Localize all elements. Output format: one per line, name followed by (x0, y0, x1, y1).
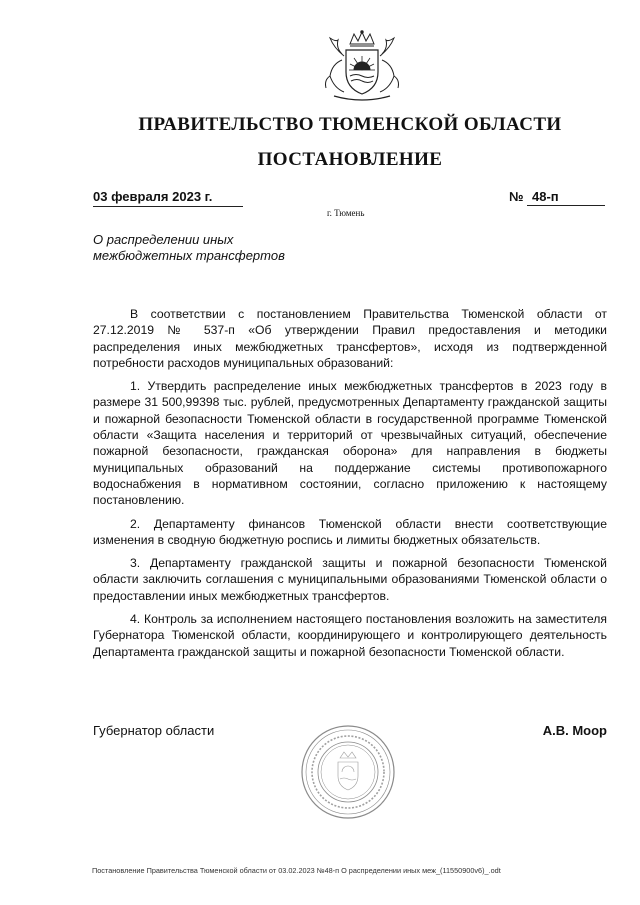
signatory-name: А.В. Моор (542, 723, 607, 738)
clause-4-paragraph: 4. Контроль за исполнением настоящего постановления возложить на заместителя Губернатора Тюменской области, координирующего и контролирующего деятельность Департамента гражданской защиты и пожарной безопасности Тюменской области. (93, 612, 607, 659)
document-subject (93, 232, 353, 264)
document-number-label: № (509, 189, 524, 204)
document-footer: Постановление Правительства Тюменской области от 03.02.2023 №48-п О распределении иных меж_(11550900v6)_.odt (92, 866, 501, 875)
clause-3-paragraph: 3. Департаменту гражданской защиты и пожарной безопасности Тюменской области заключить соглашения с муниципальными образованиями Тюменской области о предоставлении иных межбюджетных трансфертов. (93, 556, 607, 603)
clause-1-paragraph: 1. Утвердить распределение иных межбюджетных трансфертов в 2023 году в размере 31 500,99398 тыс. рублей, предусмотренных Департаменту гражданской защиты и пожарной безопасности Тюменской области в государственной программе Тюменской области «Защита населения и территорий от чрезвычайных ситуаций, обеспечение пожарной безопасности, гражданская оборона» для направления в бюджеты муниципальных образований на поддержание системы противопожарного водоснабжения в нормативном состоянии, согласно приложению к настоящему постановлению. (93, 379, 607, 508)
document-type-title: ПОСТАНОВЛЕНИЕ (257, 149, 443, 170)
document-number: 48-п (527, 189, 605, 206)
signatory-title: Губернатор области (93, 723, 215, 738)
coat-of-arms-icon (314, 30, 410, 104)
subject-line: О распределении иных (93, 232, 234, 247)
document-body (93, 306, 607, 667)
subject-line: межбюджетных трансфертов (93, 248, 285, 263)
government-title: ПРАВИТЕЛЬСТВО ТЮМЕНСКОЙ ОБЛАСТИ (138, 114, 562, 135)
document-city: г. Тюмень (327, 208, 365, 218)
preamble-paragraph: В соответствии с постановлением Правительства Тюменской области от 27.12.2019 № 537-п «Об утверждении Правил предоставления и методики распределения иных межбюджетных трансфертов», исходя из подтвержденной потребности расходов муниципальных образований: (93, 307, 607, 370)
document-date: 03 февраля 2023 г. (93, 189, 243, 207)
stamp-seal-icon (300, 724, 396, 820)
clause-2-paragraph: 2. Департаменту финансов Тюменской области внести соответствующие изменения в сводную бюджетную роспись и лимиты бюджетных обязательств. (93, 516, 607, 547)
